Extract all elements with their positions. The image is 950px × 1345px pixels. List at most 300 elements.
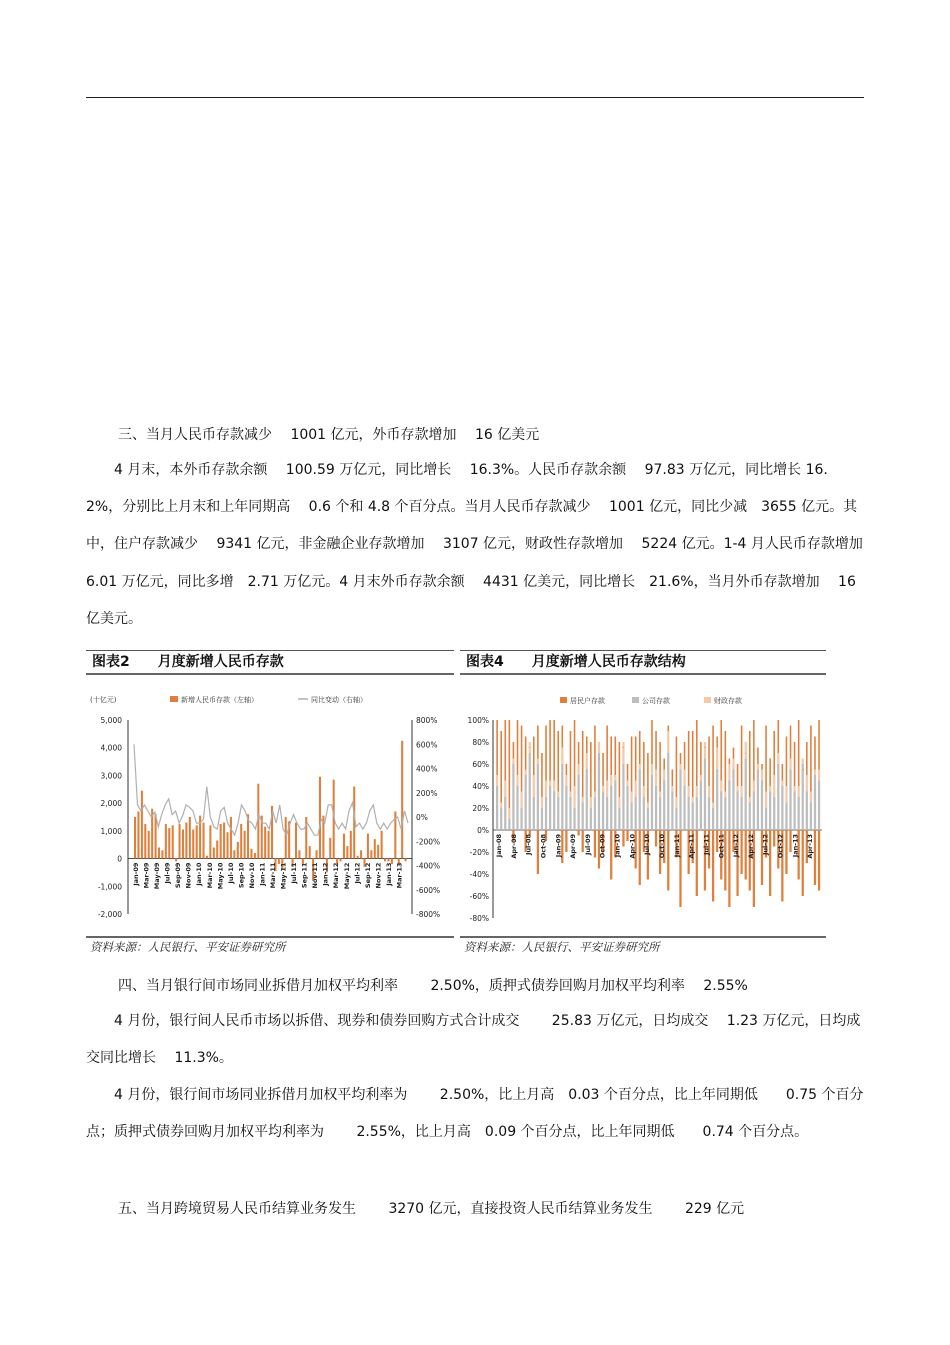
household-bar bbox=[549, 720, 551, 781]
household-bar bbox=[720, 720, 722, 781]
fiscal-bar bbox=[741, 786, 743, 797]
company-bar bbox=[700, 781, 702, 831]
household-negative-bar bbox=[655, 830, 657, 847]
yoy-change-line bbox=[134, 744, 408, 835]
x-tick-label: Sep-12 bbox=[363, 862, 372, 889]
company-bar bbox=[724, 797, 726, 830]
fiscal-bar bbox=[667, 731, 669, 753]
x-tick-label: Oct-11 bbox=[717, 834, 726, 859]
company-bar bbox=[565, 786, 567, 830]
y-tick-label: -80% bbox=[469, 914, 489, 923]
fiscal-bar bbox=[561, 748, 563, 765]
household-negative-bar bbox=[667, 830, 669, 891]
company-bar bbox=[761, 781, 763, 831]
household-bar bbox=[659, 742, 661, 792]
x-tick-label: Nov-12 bbox=[374, 862, 383, 889]
company-bar bbox=[814, 775, 816, 830]
fiscal-bar bbox=[602, 786, 604, 792]
company-bar bbox=[635, 797, 637, 830]
deposit-bar bbox=[298, 850, 300, 858]
fiscal-bar bbox=[610, 775, 612, 786]
household-bar bbox=[753, 720, 755, 781]
household-bar bbox=[639, 731, 641, 764]
company-bar bbox=[614, 781, 616, 831]
company-bar bbox=[541, 808, 543, 830]
household-negative-bar bbox=[802, 830, 804, 896]
x-tick-label: Jul-09 bbox=[583, 834, 592, 856]
right-tick-label: -600% bbox=[416, 885, 441, 895]
deposit-bar bbox=[185, 823, 187, 859]
x-tick-label: Mar-13 bbox=[395, 862, 404, 889]
household-bar bbox=[631, 737, 633, 792]
x-tick-label: Sep-10 bbox=[237, 862, 246, 889]
deposit-bar bbox=[189, 817, 191, 859]
company-bar bbox=[757, 770, 759, 831]
deposit-bar bbox=[285, 817, 287, 859]
figure-2-title: 图表2 月度新增人民币存款 bbox=[86, 650, 454, 675]
household-bar bbox=[802, 770, 804, 771]
x-tick-label: Nov-09 bbox=[184, 862, 193, 889]
household-bar bbox=[509, 720, 511, 808]
household-bar bbox=[545, 726, 547, 781]
household-bar bbox=[733, 748, 735, 759]
x-tick-label: Jan-10 bbox=[195, 862, 204, 886]
right-tick-label: 600% bbox=[416, 740, 438, 750]
y-tick-label: 0% bbox=[477, 826, 489, 835]
household-bar bbox=[590, 742, 592, 797]
company-bar bbox=[802, 764, 804, 830]
fiscal-bar bbox=[590, 797, 592, 808]
deposit-bar bbox=[360, 850, 362, 858]
x-tick-label: Jan-11 bbox=[672, 834, 681, 858]
right-tick-label: -400% bbox=[416, 861, 441, 871]
section-4-heading: 四、当月银行间市场同业拆借月加权平均利率 2.50%，质押式债券回购月加权平均利率 2.55% bbox=[118, 978, 748, 994]
fiscal-bar bbox=[781, 781, 783, 787]
legend-label: 居民户存款 bbox=[570, 697, 605, 705]
deposit-bar bbox=[148, 831, 150, 859]
fiscal-bar bbox=[732, 759, 734, 770]
fiscal-bar bbox=[749, 797, 751, 803]
household-bar bbox=[712, 726, 714, 803]
left-tick-label: 5,000 bbox=[100, 716, 122, 725]
x-tick-label: Mar-09 bbox=[142, 862, 151, 889]
company-bar bbox=[679, 770, 681, 831]
fiscal-bar bbox=[798, 786, 800, 797]
deposit-bar bbox=[230, 817, 232, 859]
company-bar bbox=[683, 786, 685, 830]
household-bar bbox=[814, 737, 816, 770]
fiscal-bar bbox=[594, 792, 596, 798]
fiscal-bar bbox=[500, 803, 502, 809]
company-bar bbox=[508, 819, 510, 830]
y-tick-label: 60% bbox=[472, 760, 489, 769]
household-negative-bar bbox=[728, 830, 730, 907]
fiscal-bar bbox=[773, 775, 775, 797]
fiscal-bar bbox=[537, 759, 539, 765]
company-bar bbox=[549, 786, 551, 830]
deposit-bar bbox=[161, 850, 163, 858]
household-bar bbox=[610, 737, 612, 776]
fiscal-bar bbox=[753, 781, 755, 792]
x-tick-label: Apr-13 bbox=[806, 834, 815, 859]
x-tick-label: Jul-08 bbox=[524, 834, 533, 856]
y-tick-label: 80% bbox=[472, 738, 489, 747]
household-bar bbox=[729, 759, 731, 765]
x-tick-label: Mar-11 bbox=[269, 862, 277, 889]
fiscal-bar bbox=[651, 764, 653, 775]
company-bar bbox=[818, 781, 820, 831]
deposit-bar bbox=[216, 841, 218, 859]
fiscal-bar bbox=[793, 786, 795, 792]
company-bar bbox=[569, 797, 571, 830]
fiscal-bar bbox=[777, 753, 779, 764]
company-bar bbox=[793, 792, 795, 831]
company-bar bbox=[671, 792, 673, 831]
household-bar bbox=[562, 726, 564, 748]
household-negative-bar bbox=[741, 830, 743, 874]
company-bar bbox=[622, 764, 624, 830]
x-tick-label: Apr-10 bbox=[628, 834, 637, 859]
company-bar bbox=[675, 808, 677, 830]
deposit-bar bbox=[196, 825, 198, 858]
household-bar bbox=[521, 726, 523, 792]
household-bar bbox=[655, 731, 657, 770]
household-bar bbox=[570, 731, 572, 792]
figure-2 bbox=[86, 650, 454, 675]
legend-swatch bbox=[632, 697, 639, 703]
household-bar bbox=[574, 720, 576, 786]
x-tick-label: Oct-09 bbox=[598, 834, 607, 859]
fiscal-bar bbox=[785, 786, 787, 803]
fiscal-bar bbox=[565, 775, 567, 786]
figure-4-title: 图表4 月度新增人民币存款结构 bbox=[460, 650, 826, 675]
fiscal-bar bbox=[598, 742, 600, 753]
company-bar bbox=[557, 797, 559, 830]
x-tick-label: Jul-10 bbox=[643, 834, 652, 856]
fiscal-bar bbox=[806, 775, 808, 792]
household-negative-bar bbox=[696, 830, 698, 896]
deposit-bar bbox=[384, 859, 386, 862]
fiscal-bar bbox=[802, 759, 804, 765]
deposit-bar bbox=[309, 846, 311, 858]
company-bar bbox=[602, 792, 604, 831]
x-tick-label: Apr-09 bbox=[569, 834, 578, 859]
fiscal-bar bbox=[626, 781, 628, 787]
household-negative-bar bbox=[773, 830, 775, 847]
deposit-bar bbox=[340, 859, 342, 862]
legend-label: 公司存款 bbox=[642, 697, 670, 705]
legend-swatch-bars bbox=[170, 696, 178, 702]
household-bar bbox=[716, 737, 718, 748]
household-bar bbox=[737, 764, 739, 786]
deposit-bar bbox=[209, 825, 211, 858]
household-bar bbox=[818, 720, 820, 770]
right-tick-label: 0% bbox=[416, 813, 428, 822]
fiscal-bar bbox=[765, 792, 767, 809]
household-bar bbox=[676, 737, 678, 798]
household-bar bbox=[684, 742, 686, 770]
fiscal-bar bbox=[745, 742, 747, 759]
household-bar bbox=[794, 742, 796, 786]
x-tick-label: Jan-10 bbox=[613, 834, 622, 858]
company-bar bbox=[545, 797, 547, 830]
fiscal-bar bbox=[810, 792, 812, 803]
fiscal-bar bbox=[618, 797, 620, 808]
fiscal-bar bbox=[639, 764, 641, 770]
figure-4-chart bbox=[460, 684, 826, 934]
fiscal-bar bbox=[533, 775, 535, 797]
legend-swatch bbox=[704, 697, 711, 703]
household-bar bbox=[647, 753, 649, 803]
fiscal-bar bbox=[814, 770, 816, 776]
company-bar bbox=[745, 759, 747, 831]
y-tick-label: -40% bbox=[469, 870, 489, 879]
household-bar bbox=[578, 742, 580, 764]
company-bar bbox=[626, 786, 628, 830]
x-tick-label: Jan-13 bbox=[384, 862, 393, 886]
company-bar bbox=[578, 775, 580, 830]
household-bar bbox=[557, 731, 559, 792]
y-tick-label: 40% bbox=[472, 782, 489, 791]
x-tick-label: Sep-09 bbox=[174, 862, 183, 889]
household-bar bbox=[798, 720, 800, 786]
company-bar bbox=[688, 797, 690, 830]
household-negative-bar bbox=[622, 830, 624, 847]
fiscal-bar bbox=[659, 792, 661, 798]
deposit-bar bbox=[172, 825, 174, 858]
household-bar bbox=[725, 731, 727, 792]
x-tick-label: Jan-13 bbox=[791, 834, 800, 858]
household-bar bbox=[529, 748, 531, 749]
household-bar bbox=[553, 720, 555, 781]
deposit-bar bbox=[206, 856, 208, 859]
x-tick-label: Jan-08 bbox=[495, 834, 503, 858]
deposit-bar bbox=[367, 834, 369, 859]
household-negative-bar bbox=[610, 830, 612, 880]
household-negative-bar bbox=[785, 830, 787, 874]
deposit-bar bbox=[141, 791, 143, 859]
company-bar bbox=[533, 797, 535, 830]
company-bar bbox=[496, 786, 498, 830]
section-3-heading: 三、当月人民币存款减少 1001 亿元，外币存款增加 16 亿美元 bbox=[118, 427, 540, 443]
fiscal-bar bbox=[496, 775, 498, 786]
household-bar bbox=[696, 720, 698, 786]
figure-4 bbox=[460, 650, 826, 675]
deposit-bar bbox=[144, 824, 146, 859]
household-bar bbox=[745, 753, 747, 754]
fiscal-bar bbox=[545, 781, 547, 798]
fiscal-bar bbox=[716, 748, 718, 770]
household-bar bbox=[700, 742, 702, 775]
x-tick-label: May-10 bbox=[216, 862, 225, 890]
x-tick-label: May-11 bbox=[279, 862, 288, 890]
company-bar bbox=[769, 792, 771, 831]
household-bar bbox=[765, 726, 767, 792]
company-bar bbox=[655, 786, 657, 830]
household-bar bbox=[582, 731, 584, 797]
left-tick-label: -1,000 bbox=[97, 882, 122, 892]
fiscal-bar bbox=[525, 770, 527, 776]
fiscal-bar bbox=[692, 797, 694, 803]
left-tick-label: 4,000 bbox=[100, 743, 122, 753]
right-tick-label: -800% bbox=[416, 910, 441, 919]
household-bar bbox=[586, 737, 588, 754]
deposit-bar bbox=[165, 824, 167, 859]
header-rule bbox=[86, 97, 864, 98]
household-bar bbox=[749, 731, 751, 797]
company-bar bbox=[618, 808, 620, 830]
fiscal-bar bbox=[606, 781, 608, 798]
household-negative-bar bbox=[818, 830, 820, 891]
deposit-bar bbox=[374, 839, 376, 858]
x-tick-label: Apr-12 bbox=[746, 834, 755, 859]
household-bar bbox=[533, 737, 535, 776]
deposit-bar bbox=[370, 850, 372, 858]
x-tick-label: Nov-11 bbox=[311, 862, 320, 889]
household-bar bbox=[680, 753, 682, 764]
company-bar bbox=[651, 775, 653, 830]
left-tick-label: 2,000 bbox=[100, 799, 122, 809]
company-bar bbox=[582, 803, 584, 831]
deposit-bar bbox=[237, 842, 239, 859]
deposit-bar bbox=[319, 777, 321, 859]
household-bar bbox=[517, 720, 519, 775]
company-bar bbox=[586, 770, 588, 831]
x-tick-label: Apr-11 bbox=[687, 834, 696, 859]
household-bar bbox=[643, 742, 645, 786]
company-bar bbox=[716, 770, 718, 831]
company-bar bbox=[765, 808, 767, 830]
x-tick-label: Apr-08 bbox=[509, 834, 518, 859]
right-tick-label: 200% bbox=[416, 788, 438, 798]
deposit-bar bbox=[295, 823, 297, 859]
company-bar bbox=[643, 797, 645, 830]
company-bar bbox=[773, 797, 775, 830]
household-bar bbox=[525, 737, 527, 770]
household-bar bbox=[635, 737, 637, 781]
fiscal-bar bbox=[700, 775, 702, 781]
deposit-bar bbox=[175, 859, 177, 862]
household-bar bbox=[692, 731, 694, 797]
deposit-bar bbox=[387, 859, 389, 862]
left-tick-label: 3,000 bbox=[100, 771, 122, 781]
household-bar bbox=[541, 753, 543, 797]
fiscal-bar bbox=[712, 803, 714, 809]
deposit-bar bbox=[168, 828, 170, 858]
company-bar bbox=[525, 775, 527, 830]
company-bar bbox=[647, 808, 649, 830]
legend-label: 财政存款 bbox=[714, 697, 742, 705]
household-negative-bar bbox=[565, 830, 567, 852]
left-tick-label: 0 bbox=[117, 854, 122, 864]
deposit-bar bbox=[329, 838, 331, 859]
fiscal-bar bbox=[569, 792, 571, 798]
x-tick-label: Jul-10 bbox=[226, 862, 235, 884]
fiscal-bar bbox=[504, 781, 506, 798]
household-bar bbox=[623, 748, 625, 749]
deposit-bar bbox=[158, 847, 160, 858]
left-tick-label: 1,000 bbox=[100, 826, 122, 836]
household-bar bbox=[667, 726, 669, 732]
deposit-bar bbox=[377, 845, 379, 859]
deposit-bar bbox=[182, 829, 184, 858]
deposit-bar bbox=[254, 853, 256, 859]
deposit-bar bbox=[134, 817, 136, 859]
household-bar bbox=[651, 720, 653, 764]
section-4-paragraph-2: 4 月份，银行间市场同业拆借月加权平均利率为 2.50%，比上月高 0.03 个百分点，比上年同期低 0.75 个百分点；质押式债券回购月加权平均利率为 2.55%，比上月高 0.09 个百分点，比上年同期低 0.74 个百分点。 bbox=[86, 1087, 864, 1141]
household-bar bbox=[598, 759, 600, 760]
y-tick-label: 100% bbox=[467, 716, 489, 725]
x-tick-label: Jul-12 bbox=[761, 834, 770, 856]
fiscal-bar bbox=[578, 764, 580, 775]
fiscal-bar bbox=[630, 792, 632, 803]
deposit-bar bbox=[357, 856, 359, 859]
right-tick-label: 800% bbox=[416, 716, 438, 725]
company-bar bbox=[553, 792, 555, 831]
figure-4-source: 资料来源：人民银行、平安证券研究所 bbox=[460, 936, 826, 956]
household-negative-bar bbox=[814, 830, 816, 885]
x-tick-label: Jan-12 bbox=[321, 862, 330, 886]
household-bar bbox=[627, 764, 629, 781]
deposit-bar bbox=[226, 832, 228, 858]
section-5-heading: 五、当月跨境贸易人民币结算业务发生 3270 亿元，直接投资人民币结算业务发生 229 亿元 bbox=[118, 1201, 745, 1217]
company-bar bbox=[692, 803, 694, 831]
deposit-bar bbox=[350, 831, 352, 859]
household-bar bbox=[790, 726, 792, 759]
household-bar bbox=[615, 737, 617, 776]
figure-2-source: 资料来源：人民银行、平安证券研究所 bbox=[86, 936, 454, 956]
fiscal-bar bbox=[573, 786, 575, 808]
fiscal-bar bbox=[655, 770, 657, 787]
household-bar bbox=[778, 720, 780, 753]
household-bar bbox=[606, 726, 608, 781]
company-bar bbox=[630, 803, 632, 831]
x-tick-label: Jul-12 bbox=[353, 862, 362, 884]
fiscal-bar bbox=[541, 797, 543, 808]
x-tick-label: Jan-12 bbox=[732, 834, 741, 858]
fiscal-bar bbox=[688, 786, 690, 797]
household-bar bbox=[769, 759, 771, 787]
fiscal-bar bbox=[675, 797, 677, 808]
fiscal-bar bbox=[708, 786, 710, 797]
household-bar bbox=[663, 759, 665, 770]
fiscal-bar bbox=[724, 792, 726, 798]
household-bar bbox=[782, 764, 784, 781]
company-bar bbox=[798, 797, 800, 830]
company-bar bbox=[741, 797, 743, 830]
fiscal-bar bbox=[553, 781, 555, 792]
household-bar bbox=[810, 726, 812, 792]
household-negative-bar bbox=[712, 830, 714, 902]
household-bar bbox=[513, 742, 515, 759]
y-tick-label: -20% bbox=[469, 848, 489, 857]
deposit-bar bbox=[192, 829, 194, 858]
company-bar bbox=[610, 786, 612, 830]
x-tick-label: Sep-11 bbox=[300, 862, 309, 889]
company-bar bbox=[598, 753, 600, 830]
household-bar bbox=[672, 770, 674, 787]
x-tick-label: Jul-11 bbox=[702, 834, 711, 856]
deposit-bar bbox=[203, 823, 205, 859]
fiscal-bar bbox=[683, 770, 685, 787]
household-bar bbox=[602, 753, 604, 786]
company-bar bbox=[777, 764, 779, 830]
company-bar bbox=[537, 764, 539, 830]
legend-label-bars: 新增人民币存款（左轴） bbox=[181, 696, 258, 704]
household-bar bbox=[688, 731, 690, 786]
fiscal-bar bbox=[761, 770, 763, 781]
deposit-bar bbox=[244, 831, 246, 859]
